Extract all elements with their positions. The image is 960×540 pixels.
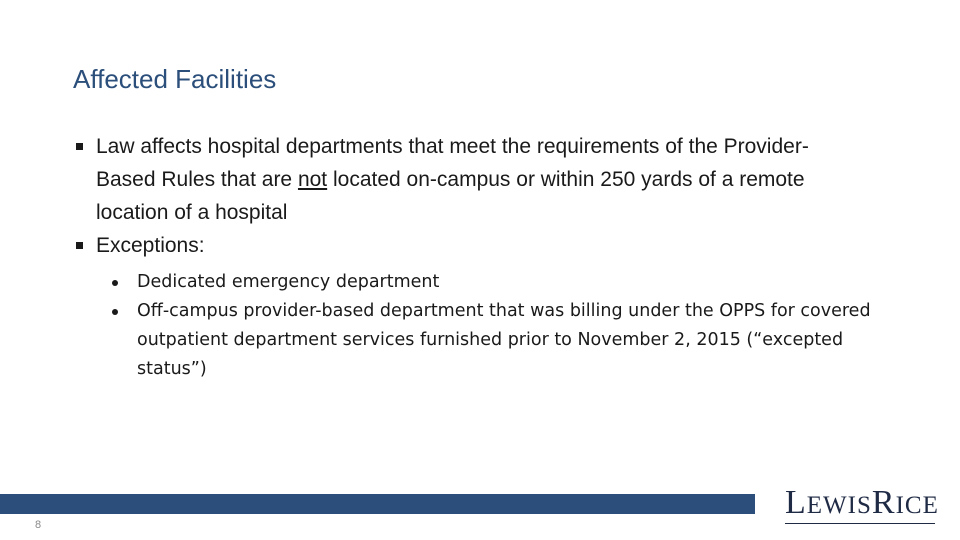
round-bullet-icon <box>112 309 118 315</box>
underlined-word: not <box>297 168 328 191</box>
sub-bullet-off-campus <box>112 297 872 384</box>
footer-bar <box>0 494 755 514</box>
bullet-text: Exceptions: <box>96 234 205 257</box>
sub-bullet-text: Dedicated emergency department <box>137 272 440 292</box>
lewisrice-logo: LEWISRICE <box>785 484 939 521</box>
slide-number: 8 <box>35 519 42 531</box>
round-bullet-icon <box>112 280 118 286</box>
bullet-text: Law affects hospital departments that meet the requirements of the Provider-Based Rules that are not located on-campus or within 250 yards of a remote location of a hospital <box>96 135 809 224</box>
slide-title: Affected Facilities <box>73 64 277 94</box>
bullet-law-affects <box>76 130 836 229</box>
logo-underline <box>785 523 935 524</box>
sub-bullet-emergency <box>112 268 872 297</box>
square-bullet-icon <box>76 143 83 150</box>
bullet-exceptions <box>76 229 836 262</box>
sub-bullet-text: Off-campus provider-based department that was billing under the OPPS for covered outpatient department services furnished prior to November 2, 2015 (“excepted status”) <box>137 301 871 379</box>
square-bullet-icon <box>76 242 83 249</box>
